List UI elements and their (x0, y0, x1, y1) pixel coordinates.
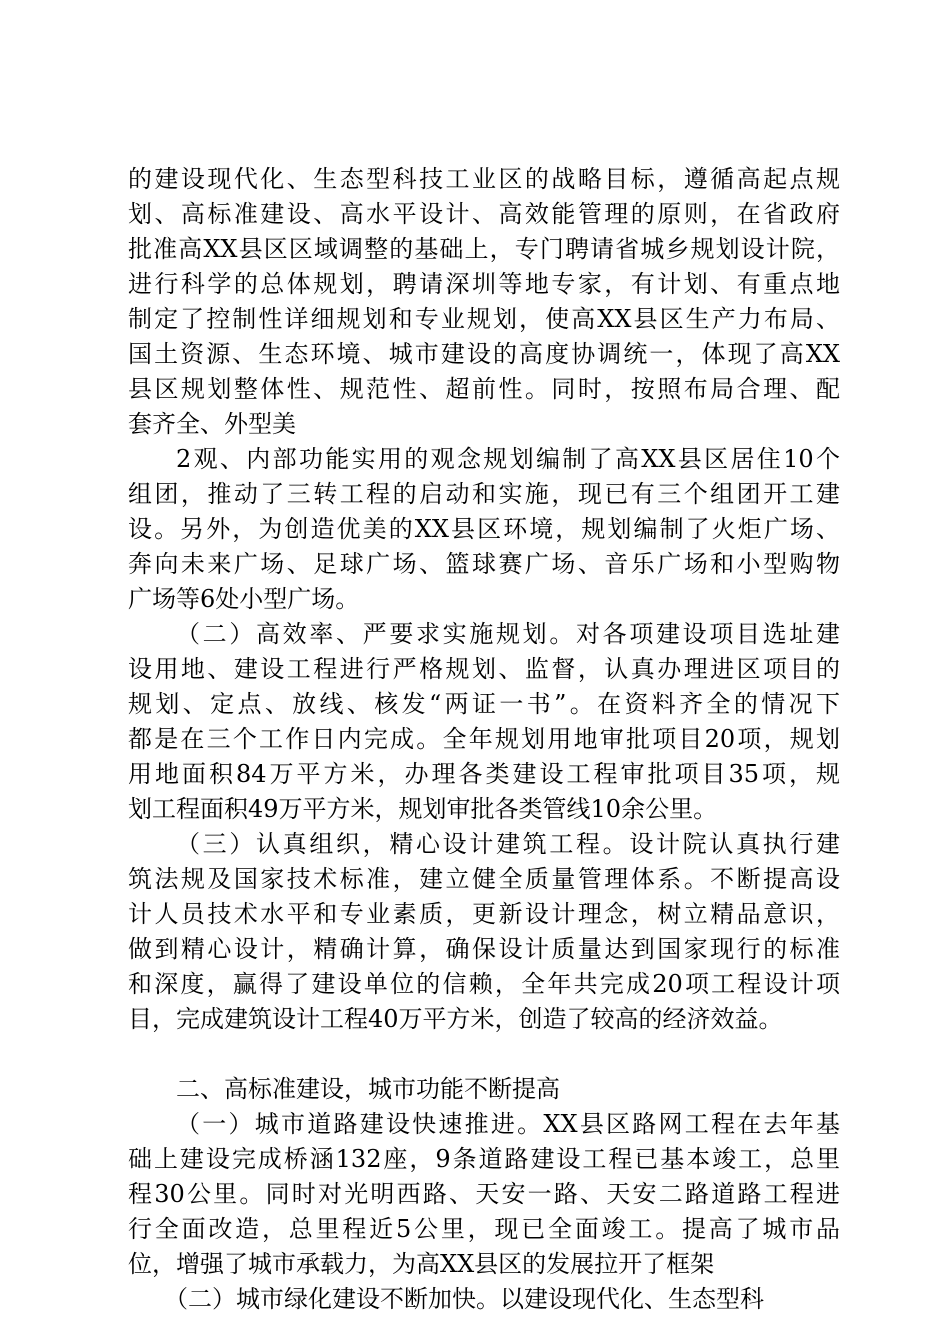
text-line: 规划、定点、放线、核发“两证一书”。在资料齐全的情况下 (128, 690, 840, 718)
text-line: 国土资源、生态环境、城市建设的高度协调统一，体现了高XX (128, 340, 840, 368)
text-line: 和深度，赢得了建设单位的信赖，全年共完成20项工程设计项 (128, 970, 840, 998)
text-line: 套齐全、外型美 (128, 410, 296, 438)
text-line: （三）认真组织，精心设计建筑工程。设计院认真执行建 (176, 830, 840, 858)
text-line: 的建设现代化、生态型科技工业区的战略目标，遵循高起点规 (128, 165, 840, 193)
text-line: 进行科学的总体规划，聘请深圳等地专家，有计划、有重点地 (128, 270, 840, 298)
text-line: 目，完成建筑设计工程40万平方米，创造了较高的经济效益。 (128, 1005, 783, 1033)
paragraph-road-construction (128, 1107, 840, 1282)
text-line: 设用地、建设工程进行严格规划、监督，认真办理进区项目的 (128, 655, 840, 683)
text-line: 批准高XX县区区域调整的基础上，专门聘请省城乡规划设计院， (128, 235, 840, 263)
paragraph-planning-goals (128, 162, 840, 442)
text-line: 都是在三个工作日内完成。全年规划用地审批项目20项，规划 (128, 725, 840, 753)
text-line: （二）高效率、严要求实施规划。对各项建设项目选址建 (176, 620, 840, 648)
text-line: 组团，推动了三转工程的启动和实施，现已有三个组团开工建 (128, 480, 840, 508)
paragraph-greening (128, 1282, 840, 1317)
text-line: 用地面积84万平方米，办理各类建设工程审批项目35项，规 (128, 760, 840, 788)
text-line: 计人员技术水平和专业素质，更新设计理念，树立精品意识， (128, 900, 840, 928)
text-line: 县区规划整体性、规范性、超前性。同时，按照布局合理、配 (128, 375, 840, 403)
text-line: 二、高标准建设，城市功能不断提高 (176, 1075, 560, 1103)
paragraph-architectural-design (128, 827, 840, 1037)
text-line: 行全面改造，总里程近5公里，现已全面竣工。提高了城市品 (128, 1215, 840, 1243)
text-line: 设。另外，为创造优美的XX县区环境，规划编制了火炬广场、 (128, 515, 840, 543)
text-line: （一）城市道路建设快速推进。XX县区路网工程在去年基 (176, 1110, 840, 1138)
text-line: 2观、内部功能实用的观念规划编制了高XX县区居住10个 (176, 445, 840, 473)
text-line: 筑法规及国家技术标准，建立健全质量管理体系。不断提高设 (128, 865, 840, 893)
text-line: 广场等6处小型广场。 (128, 585, 360, 613)
text-line: 础上建设完成桥涵132座，9条道路建设工程已基本竣工，总里 (128, 1145, 840, 1173)
document-page (128, 162, 840, 1317)
section-heading (128, 1072, 840, 1107)
text-line: 划、高标准建设、高水平设计、高效能管理的原则，在省政府 (128, 200, 840, 228)
text-line: 制定了控制性详细规划和专业规划，使高XX县区生产力布局、 (128, 305, 840, 333)
paragraph-residential-groups (128, 442, 840, 617)
paragraph-implement-planning (128, 617, 840, 827)
text-line: 做到精心设计，精确计算，确保设计质量达到国家现行的标准 (128, 935, 840, 963)
paragraph-spacer (128, 1037, 840, 1072)
text-line: （二）城市绿化建设不断加快。以建设现代化、生态型科 (164, 1285, 764, 1313)
text-line: 位，增强了城市承载力，为高XX县区的发展拉开了框架 (128, 1250, 715, 1278)
text-line: 程30公里。同时对光明西路、天安一路、天安二路道路工程进 (128, 1180, 840, 1208)
text-line: 奔向未来广场、足球广场、篮球赛广场、音乐广场和小型购物 (128, 550, 840, 578)
text-line: 划工程面积49万平方米，规划审批各类管线10余公里。 (128, 795, 718, 823)
